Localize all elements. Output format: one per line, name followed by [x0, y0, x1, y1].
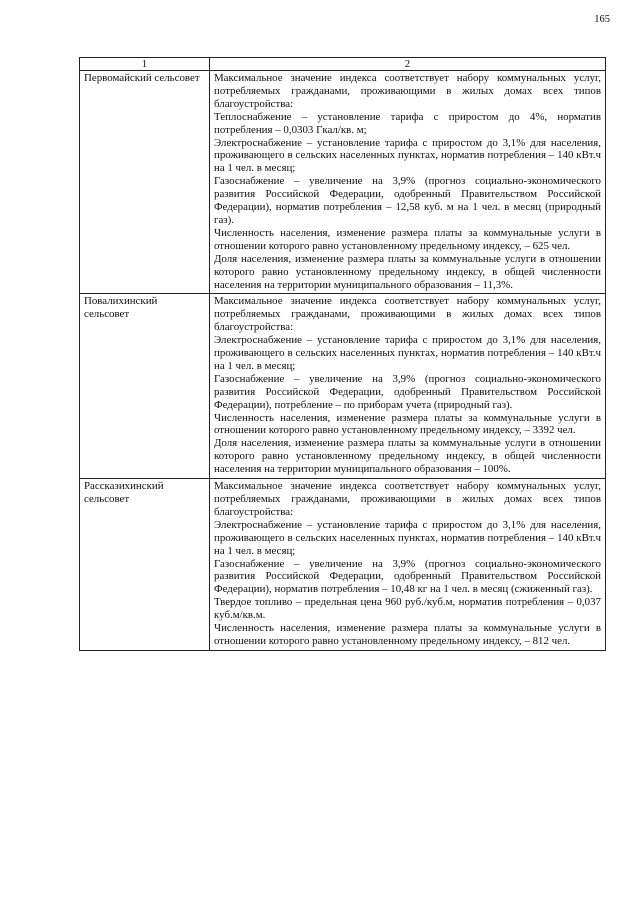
paragraph: Доля населения, изменение размера платы за коммунальные услуги в отношении которого равно установленному предельному индексу, в общей численности населения на территории муниципального образования – 11,3%.	[214, 252, 601, 291]
municipal-index-table	[79, 57, 606, 651]
table-row	[80, 479, 606, 651]
column-header-1: 1	[80, 58, 210, 71]
municipality-description	[210, 71, 606, 294]
paragraph: Газоснабжение – увеличение на 3,9% (прогноз социально-экономического развития Российской Федерации, одобренный Правительством Российской Федерации), потребление – по приборам учета (природный газ).	[214, 372, 601, 411]
paragraph: Численность населения, изменение размера платы за коммунальные услуги в отношении которого равно установленному предельному индексу, – 3392 чел.	[214, 411, 601, 437]
paragraph: Электроснабжение – установление тарифа с приростом до 3,1% для населения, проживающего в сельских населенных пунктах, норматив потребления – 140 кВт.ч на 1 чел. в месяц;	[214, 136, 601, 175]
municipality-name: Рассказихинский сельсовет	[80, 479, 210, 651]
paragraph: Численность населения, изменение размера платы за коммунальные услуги в отношении которого равно установленному предельному индексу, – 625 чел.	[214, 226, 601, 252]
municipality-name: Первомайский сельсовет	[80, 71, 210, 294]
municipality-name: Повалихинский сельсовет	[80, 294, 210, 479]
paragraph: Электроснабжение – установление тарифа с приростом до 3,1% для населения, проживающего в сельских населенных пунктах, норматив потребления – 140 кВт.ч на 1 чел. в месяц;	[214, 334, 601, 372]
column-header-2: 2	[210, 58, 606, 71]
paragraph: Доля населения, изменение размера платы за коммунальные услуги в отношении которого равно установленному предельному индексу, в общей численности населения на территории муниципального образования – 100%.	[214, 437, 601, 476]
paragraph: Численность населения, изменение размера платы за коммунальные услуги в отношении которого равно установленному предельному индексу, – 812 чел.	[214, 622, 601, 647]
page-number: 165	[594, 14, 610, 25]
municipality-description	[210, 294, 606, 479]
paragraph: Максимальное значение индекса соответствует набору коммунальных услуг, потребляемых гражданами, проживающими в жилых домах всех типов благоустройства:	[214, 72, 601, 110]
table-row	[80, 294, 606, 479]
paragraph: Максимальное значение индекса соответствует набору коммунальных услуг, потребляемых гражданами, проживающими в жилых домах всех типов благоустройства:	[214, 295, 601, 334]
municipality-description	[210, 479, 606, 651]
paragraph: Теплоснабжение – установление тарифа с приростом до 4%, норматив потребления – 0,0303 Гкал/кв. м;	[214, 110, 601, 136]
paragraph: Твердое топливо – предельная цена 960 руб./куб.м, норматив потребления – 0,037 куб.м/кв.м.	[214, 596, 601, 622]
table-header-row	[80, 58, 606, 71]
table-row	[80, 71, 606, 294]
paragraph: Газоснабжение – увеличение на 3,9% (прогноз социально-экономического развития Российской Федерации, одобренный Правительством Российской Федерации), норматив потребления – 10,48 кг на 1 чел. в месяц (сжиженный газ).	[214, 557, 601, 596]
paragraph: Газоснабжение – увеличение на 3,9% (прогноз социально-экономического развития Российской Федерации, одобренный Правительством Российской Федерации), норматив потребления – 12,58 куб. м на 1 чел. в месяц (природный газ).	[214, 175, 601, 226]
paragraph: Максимальное значение индекса соответствует набору коммунальных услуг, потребляемых гражданами, проживающими в жилых домах всех типов благоустройства:	[214, 480, 601, 518]
paragraph: Электроснабжение – установление тарифа с приростом до 3,1% для населения, проживающего в сельских населенных пунктах, норматив потребления – 140 кВт.ч на 1 чел. в месяц;	[214, 518, 601, 557]
